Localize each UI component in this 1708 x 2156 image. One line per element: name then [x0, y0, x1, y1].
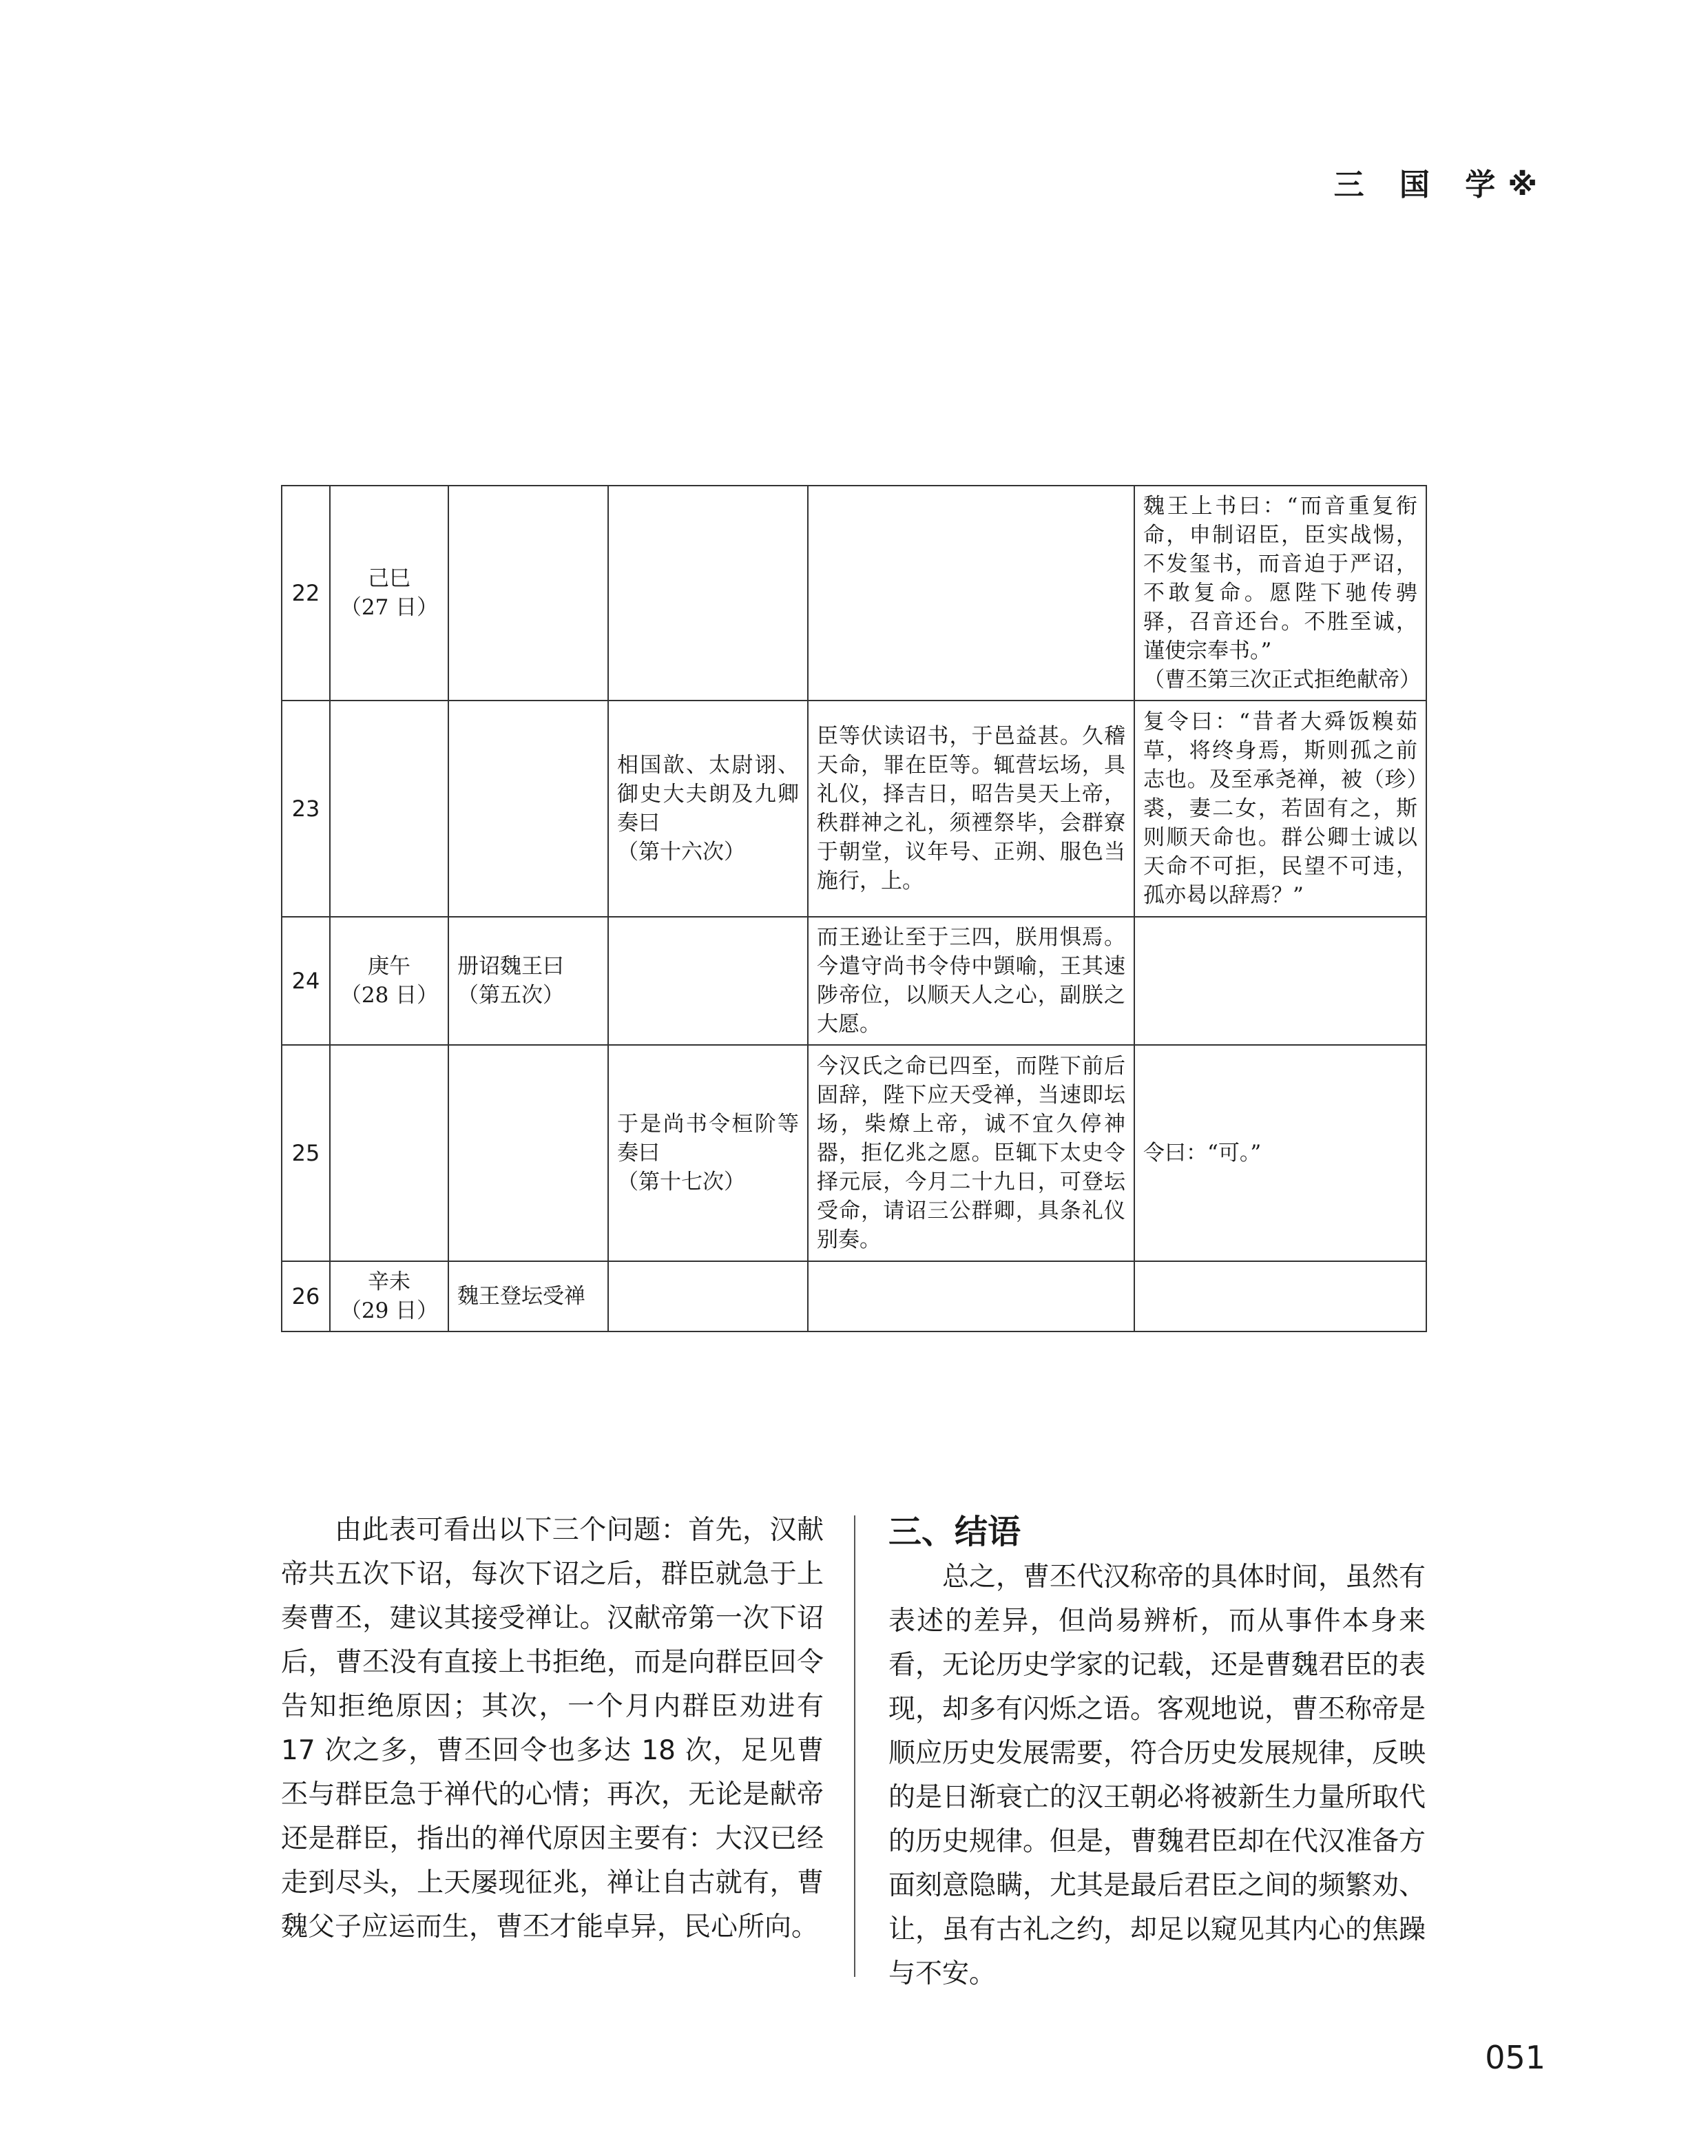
conclusion-paragraph: 总之，曹丕代汉称帝的具体时间，虽然有表述的差异，但尚易辨析，而从事件本身来看，无论历史学家的记载，还是曹魏君臣的表现，却多有闪烁之语。客观地说，曹丕称帝是顺应历史发展需要，符合历史发展规律，反映的是日渐衰亡的汉王朝必将被新生力量所取代的历史规律。但是，曹魏君臣却在代汉准备方面刻意隐瞒，尤其是最后君臣之间的频繁劝、让，虽有古礼之约，却足以窥见其内心的焦躁与不安。 [888, 1562, 1426, 1989]
table-row [282, 701, 1426, 917]
date-note: （28 日） [340, 983, 439, 1008]
petition-text-cell [808, 486, 1134, 701]
response-cell: 复令曰：“昔者大舜饭糗茹草，将终身焉，斯则孤之前志也。及至承尧禅，被（珍）裘，妻二女，若固有之，斯则顺天命也。群公卿士诚以天命不可拒，民望不可违，孤亦曷以辞焉？” [1134, 701, 1426, 917]
date-label: 庚午 [368, 954, 410, 979]
row-date [330, 486, 448, 701]
petitioner-cell [608, 917, 808, 1045]
row-date [330, 701, 448, 917]
response-cell [1134, 1261, 1426, 1331]
petitioner-label: 于是尚书令桓阶等奏曰 [617, 1112, 799, 1165]
date-note: （29 日） [340, 1298, 439, 1323]
row-number: 24 [282, 917, 330, 1045]
edict-cell [448, 701, 608, 917]
table-row [282, 1045, 1426, 1261]
table-row [282, 917, 1426, 1045]
petitioner-cell [608, 1045, 808, 1261]
chronology-table [281, 485, 1427, 1332]
analysis-paragraph: 由此表可看出以下三个问题：首先，汉献帝共五次下诏，每次下诏之后，群臣就急于上奏曹丕，建议其接受禅让。汉献帝第一次下诏后，曹丕没有直接上书拒绝，而是向群臣回令告知拒绝原因；其次，一个月内群臣劝进有 17 次之多，曹丕回令也多达 18 次，足见曹丕与群臣急于禅代的心情；再次，无论是献帝还是群臣，指出的禅代原因主要有：大汉已经走到尽头，上天屡现征兆，禅让自古就有，曹魏父子应运而生，曹丕才能卓异，民心所向。 [281, 1515, 824, 1942]
petitioner-note: （第十七次） [617, 1170, 745, 1194]
petitioner-note: （第十六次） [617, 840, 745, 864]
edict-label: 册诏魏王曰 [457, 954, 564, 979]
response-cell [1134, 486, 1426, 701]
table-row [282, 486, 1426, 701]
petition-text-cell: 而王逊让至于三四，朕用惧焉。今遣守尚书令侍中顗喻，王其速陟帝位，以顺天人之心，副朕之大愿。 [808, 917, 1134, 1045]
date-note: （27 日） [340, 595, 439, 620]
row-date [330, 917, 448, 1045]
right-column [888, 1509, 1426, 1996]
response-cell: 令曰：“可。” [1134, 1045, 1426, 1261]
petitioner-cell [608, 1261, 808, 1331]
response-note: （曹丕第三次正式拒绝献帝） [1143, 667, 1421, 692]
petition-text-cell: 今汉氏之命已四至，而陛下前后固辞，陛下应天受禅，当速即坛场，柴燎上帝，诚不宜久停神器，拒亿兆之愿。臣辄下太史令择元辰，今月二十九日，可登坛受命，请诏三公群卿，具条礼仪别奏。 [808, 1045, 1134, 1261]
row-number: 23 [282, 701, 330, 917]
section-heading: 三、结语 [888, 1513, 1021, 1551]
edict-note: （第五次） [457, 983, 564, 1008]
petition-text-cell [808, 1261, 1134, 1331]
petition-text-cell: 臣等伏读诏书，于邑益甚。久稽天命，罪在臣等。辄营坛场，具礼仪，择吉日，昭告昊天上帝，秩群神之礼，须禋祭毕，会群寮于朝堂，议年号、正朔、服色当施行，上。 [808, 701, 1134, 917]
edict-cell: 魏王登坛受禅 [448, 1261, 608, 1331]
date-label: 己巳 [368, 566, 410, 591]
date-label: 辛未 [368, 1269, 410, 1294]
petitioner-cell [608, 701, 808, 917]
row-number: 22 [282, 486, 330, 701]
left-column [281, 1509, 824, 1949]
table-row [282, 1261, 1426, 1331]
row-number: 26 [282, 1261, 330, 1331]
edict-cell [448, 917, 608, 1045]
response-cell [1134, 917, 1426, 1045]
petitioner-cell [608, 486, 808, 701]
page-number: 051 [1485, 2039, 1545, 2076]
edict-cell [448, 1045, 608, 1261]
row-number: 25 [282, 1045, 330, 1261]
row-date [330, 1261, 448, 1331]
row-date [330, 1045, 448, 1261]
column-divider [854, 1515, 855, 1977]
petitioner-label: 相国歆、太尉诩、御史大夫朗及九卿奏曰 [617, 753, 799, 836]
response-text: 魏王上书曰：“而音重复衔命，申制诏臣，臣实战惕，不发玺书，而音迫于严诏，不敢复命。愿陛下驰传骋驿，召音还台。不胜至诚，谨使宗奉书。” [1143, 494, 1417, 663]
edict-cell [448, 486, 608, 701]
journal-header: 三 国 学※ [1333, 167, 1550, 203]
